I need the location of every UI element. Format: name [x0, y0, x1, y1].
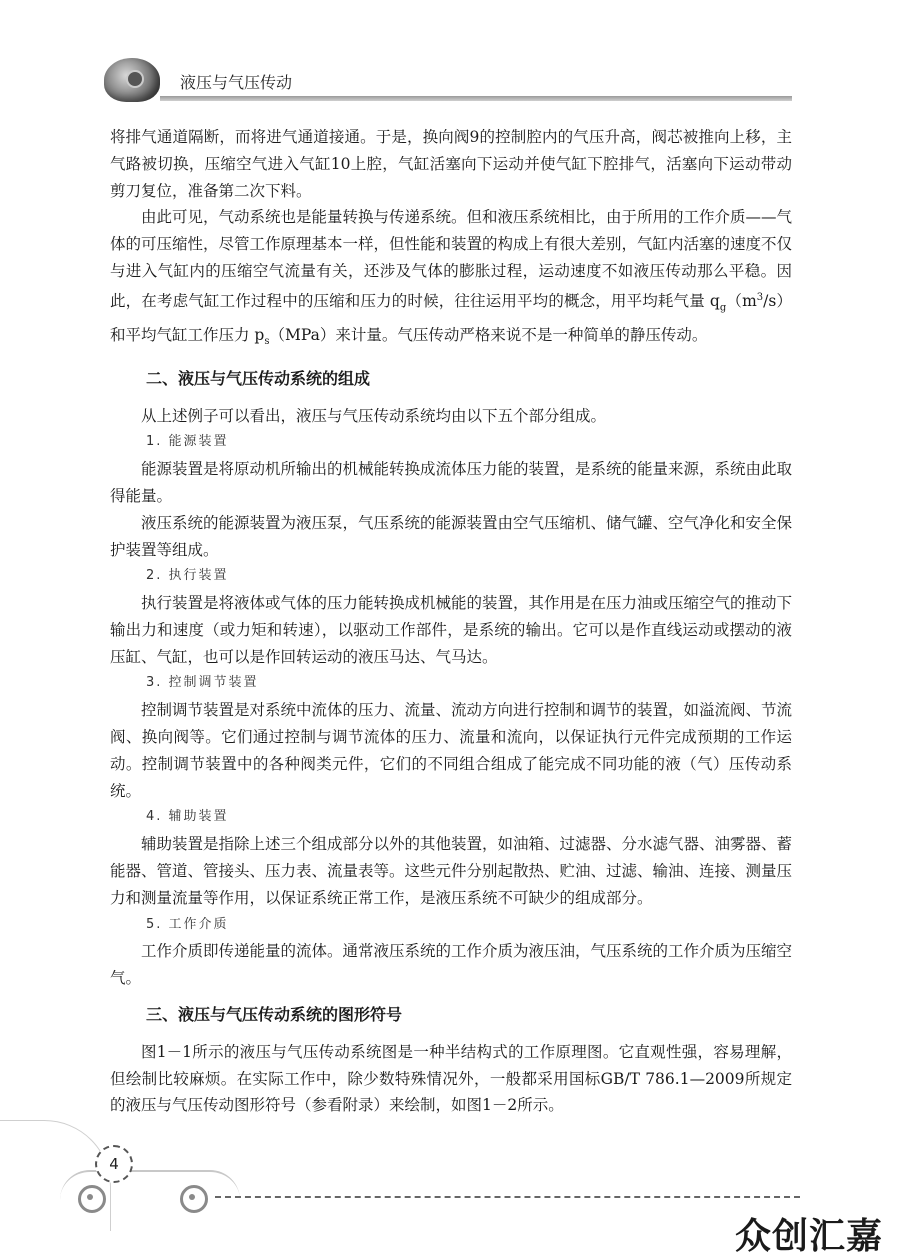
- section-3-paragraph: 图1－1所示的液压与气压传动系统图是一种半结构式的工作原理图。它直观性强，容易理解，但绘制比较麻烦。在实际工作中，除少数特殊情况外，一般都采用国标GB/T 786.1—2009所规定的液压与气压传动图形符号（参看附录）来绘制，如图1－2所示。: [110, 1042, 792, 1115]
- running-head-title: 液压与气压传动: [180, 73, 293, 92]
- header-logo-icon: [104, 58, 160, 102]
- page-header: [100, 58, 800, 108]
- page-number: 4: [95, 1145, 133, 1183]
- item-1-paragraph-1: 能源装置是将原动机所输出的机械能转换成流体压力能的装置，是系统的能量来源，系统由此取得能量。: [110, 460, 793, 505]
- item-2-paragraph: 执行装置是将液体或气体的压力能转换成机械能的装置，其作用是在压力油或压缩空气的推动下输出力和速度（或力矩和转速），以驱动工作部件，是系统的输出。它可以是作直线运动或摆动的液压缸、气缸，也可以是作回转运动的液压马达、气马达。: [110, 594, 793, 666]
- section-2-heading: 二、液压与气压传动系统的组成: [146, 368, 371, 388]
- watermark-text: 众创汇嘉: [735, 1216, 884, 1257]
- item-3-label: 3. 控制调节装置: [146, 675, 259, 691]
- item-5-label: 5. 工作介质: [146, 916, 229, 932]
- wheel-icon: [180, 1185, 208, 1213]
- header-rule: [160, 96, 792, 101]
- item-1-paragraph-2: 液压系统的能源装置为液压泵，气压系统的能源装置由空气压缩机、储气罐、空气净化和安全保护装置等组成。: [110, 513, 793, 559]
- footer-dashed-rule: [215, 1196, 800, 1198]
- item-3-paragraph: 控制调节装置是对系统中流体的压力、流量、流动方向进行控制和调节的装置，如溢流阀、节流阀、换向阀等。它们通过控制与调节流体的压力、流量和流向，以保证执行元件完成预期的工作运动。控制调节装置中的各种阀类元件，它们的不同组合组成了能完成不同功能的液（气）压传动系统。: [110, 701, 793, 800]
- section-3-heading: 三、液压与气压传动系统的图形符号: [146, 1005, 403, 1025]
- paragraph-2: 由此可见，气动系统也是能量转换与传递系统。但和液压系统相比，由于所用的工作介质——气体的可压缩性，尽管工作原理基本一样，但性能和装置的构成上有很大差别，气缸内活塞的速度不仅与进入气缸内的压缩空气流量有关，还涉及气体的膨胀过程，运动速度不如液压传动那么平稳。因此，在考虑气缸工作过程中的压缩和压力的时候，往往运用平均的概念，用平均耗气量 $q_g(m^3/s)$和平均气缸工作压力 $p_s(MPa)$来计量。气压传动严格来说不是一种简单的静压传动。: [110, 208, 793, 347]
- item-4-paragraph: 辅助装置是指除上述三个组成部分以外的其他装置，如油箱、过滤器、分水滤气器、油雾器、蓄能器、管道、管接头、压力表、流量表等。这些元件分别起散热、贮油、过滤、输油、连接、测量压力和测量流量等作用，以保证系统正常工作，是液压系统不可缺少的组成部分。: [110, 835, 793, 907]
- wheel-icon: [78, 1185, 106, 1213]
- item-4-label: 4. 辅助装置: [146, 809, 229, 825]
- item-5-paragraph: 工作介质即传递能量的流体。通常液压系统的工作介质为液压油，气压系统的工作介质为压缩空气。: [110, 942, 793, 988]
- item-2-label: 2. 执行装置: [146, 568, 229, 584]
- page-body: [110, 124, 792, 1119]
- item-1-label: 1. 能源装置: [146, 434, 229, 450]
- paragraph-1: 将排气通道隔断，而将进气通道接通。于是，换向阀9的控制腔内的气压升高，阀芯被推向上移，主气路被切换，压缩空气进入气缸10上腔，气缸活塞向下运动并使气缸下腔排气，活塞向下运动带动剪刀复位，准备第二次下料。: [110, 128, 792, 200]
- section-2-intro: 从上述例子可以看出，液压与气压传动系统均由以下五个部分组成。: [141, 406, 607, 425]
